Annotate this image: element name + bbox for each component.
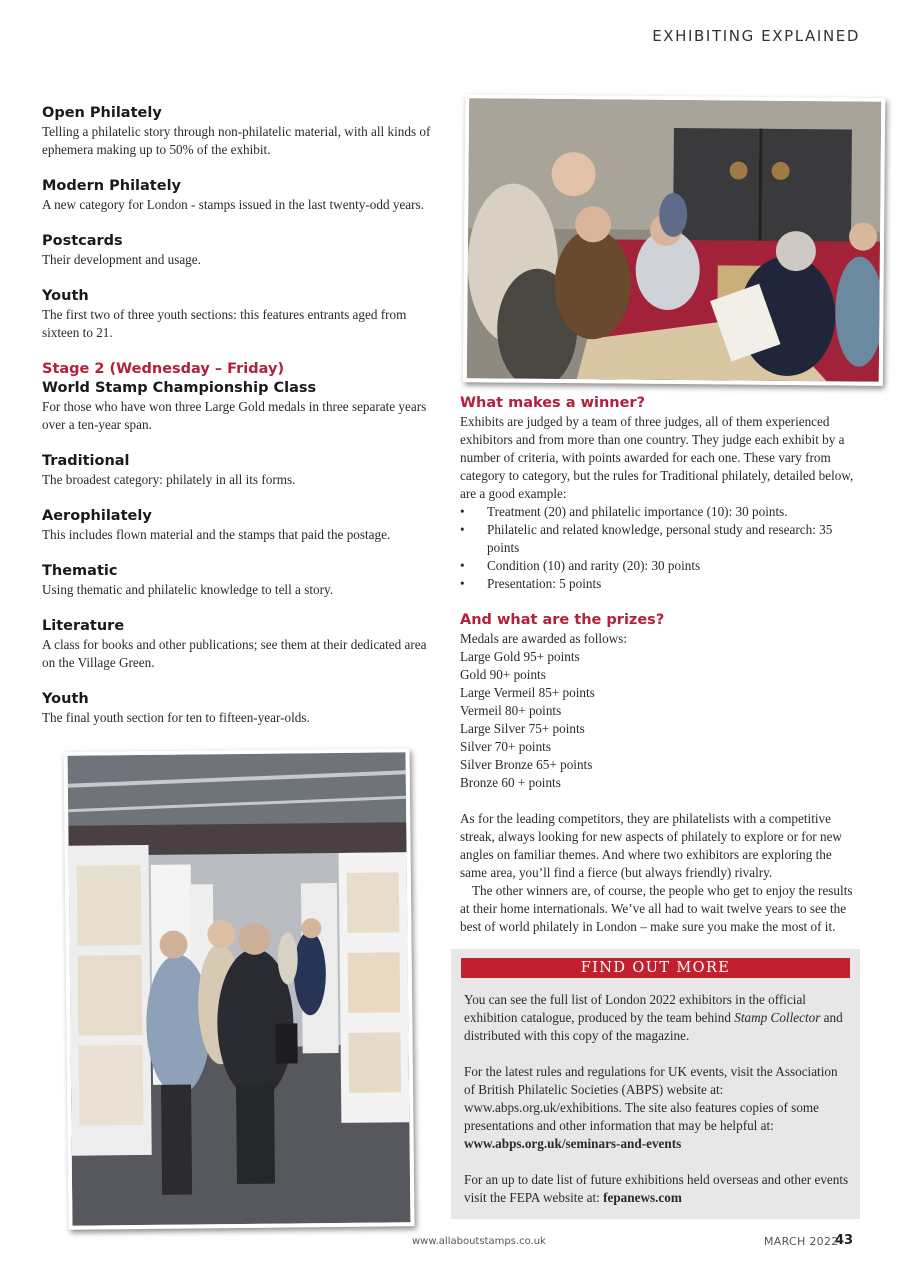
section-text: Using thematic and philatelic knowledge to tell a story. (42, 582, 334, 597)
section-text: A new category for London - stamps issued in the last twenty-odd years. (42, 197, 424, 212)
section-text: Telling a philatelic story through non-philatelic material, with all kinds of ephemera making up to 50% of the exhibit. (42, 124, 431, 157)
judges-photo (463, 94, 885, 386)
prizes-intro: Medals are awarded as follows: (460, 631, 627, 646)
competitors-paragraph: As for the leading competitors, they are philatelists with a competitive streak, always looking for new aspects of philately to explore or for new angles on familiar themes. And where two exhibitors are exploring the same area, you’ll find a fierce (but always friendly) rivalry. (460, 811, 842, 880)
section-title: Postcards (42, 233, 123, 249)
section-title: Thematic (42, 563, 118, 579)
list-item: Large Gold 95+ points (460, 649, 580, 664)
section-aerophilately (42, 507, 442, 544)
section-header: EXHIBITING EXPLAINED (652, 27, 860, 45)
section-thematic (42, 562, 442, 599)
section-modern-philately (42, 177, 442, 214)
fepa-paragraph (464, 1171, 850, 1207)
section-title: Aerophilately (42, 508, 152, 524)
section-text: This includes flown material and the stamps that paid the postage. (42, 527, 391, 542)
section-text: The first two of three youth sections: this features entrants aged from sixteen to 21. (42, 307, 407, 340)
exhibition-hall-illustration (68, 752, 411, 1226)
stage-heading: Stage 2 (Wednesday – Friday) (42, 361, 285, 377)
footer-date: MARCH 2022 (764, 1235, 839, 1248)
list-item: Gold 90+ points (460, 667, 546, 682)
section-title: World Stamp Championship Class (42, 380, 317, 396)
list-item: Large Silver 75+ points (460, 721, 585, 736)
section-text: For those who have won three Large Gold medals in three separate years over a ten-year span. (42, 399, 427, 432)
list-item: • Presentation: 5 points (460, 575, 860, 593)
section-title: Open Philately (42, 105, 162, 121)
winner-heading: What makes a winner? (460, 395, 645, 411)
find-out-more-box (451, 949, 860, 1219)
list-item: Bronze 60 + points (460, 775, 561, 790)
catalogue-paragraph (464, 991, 850, 1045)
magazine-title: Stamp Collector (734, 1010, 821, 1025)
medals-list (460, 648, 860, 792)
section-text: The broadest category: philately in all its forms. (42, 472, 296, 487)
section-traditional (42, 452, 442, 489)
list-item: Vermeil 80+ points (460, 703, 562, 718)
section-open-philately (42, 104, 442, 159)
list-item: Large Vermeil 85+ points (460, 685, 595, 700)
section-text: A class for books and other publications; see them at their dedicated area on the Village Green. (42, 637, 427, 670)
section-title: Modern Philately (42, 178, 181, 194)
criteria-list (460, 503, 860, 593)
left-column (42, 104, 442, 745)
section-youth-1 (42, 287, 442, 342)
list-item: • Treatment (20) and philatelic importance (10): 30 points. (460, 503, 860, 521)
winner-text: Exhibits are judged by a team of three judges, all of them experienced exhibitors and from more than one country. They judge each exhibit by a number of criteria, with points awarded for each one. These vary from category to category, but the rules for Traditional philately, detailed below, are a good example: (460, 414, 854, 501)
list-item: Silver 70+ points (460, 739, 551, 754)
list-item: • Condition (10) and rarity (20): 30 points (460, 557, 860, 575)
section-youth-2 (42, 690, 442, 727)
winners-paragraph: The other winners are, of course, the people who get to enjoy the results at their home internationals. We’ve all had to wait twelve years to see the best of world philately in London – make sure you make the most of it. (460, 883, 853, 934)
find-out-more-title: FIND OUT MORE (461, 958, 850, 978)
abps-text: For the latest rules and regulations for UK events, visit the Association of British Philatelic Societies (ABPS) website at: www.abps.org.uk/exhibitions. The site also features copies of some presentations and other information that may be helpful at: (464, 1064, 838, 1133)
exhibition-hall-photo (64, 748, 415, 1230)
abps-paragraph (464, 1063, 850, 1153)
right-column (460, 394, 860, 936)
abps-link[interactable]: www.abps.org.uk/seminars-and-events (464, 1136, 682, 1151)
section-text: The final youth section for ten to fifteen-year-olds. (42, 710, 310, 725)
section-literature (42, 617, 442, 672)
page-number: 43 (835, 1233, 854, 1248)
fepa-link[interactable]: fepanews.com (603, 1190, 682, 1205)
list-item: Silver Bronze 65+ points (460, 757, 593, 772)
section-title: Traditional (42, 453, 130, 469)
section-postcards (42, 232, 442, 269)
section-text: Their development and usage. (42, 252, 201, 267)
section-title: Youth (42, 691, 89, 707)
fepa-text: For an up to date list of future exhibitions held overseas and other events visit the FEPA website at: (464, 1172, 849, 1205)
prizes-heading: And what are the prizes? (460, 612, 665, 628)
section-title: Literature (42, 618, 125, 634)
section-world-championship (42, 360, 442, 434)
section-title: Youth (42, 288, 89, 304)
list-item: • Philatelic and related knowledge, personal study and research: 35 points (460, 521, 860, 557)
catalogue-text-end: and distributed with this copy of the magazine. (464, 1010, 843, 1043)
footer-url[interactable]: www.allaboutstamps.co.uk (412, 1236, 546, 1247)
find-out-more-body (464, 991, 850, 1225)
judges-photo-illustration (467, 98, 881, 382)
catalogue-text: You can see the full list of London 2022 exhibitors in the official exhibition catalogue, produced by the team behind (464, 992, 806, 1025)
